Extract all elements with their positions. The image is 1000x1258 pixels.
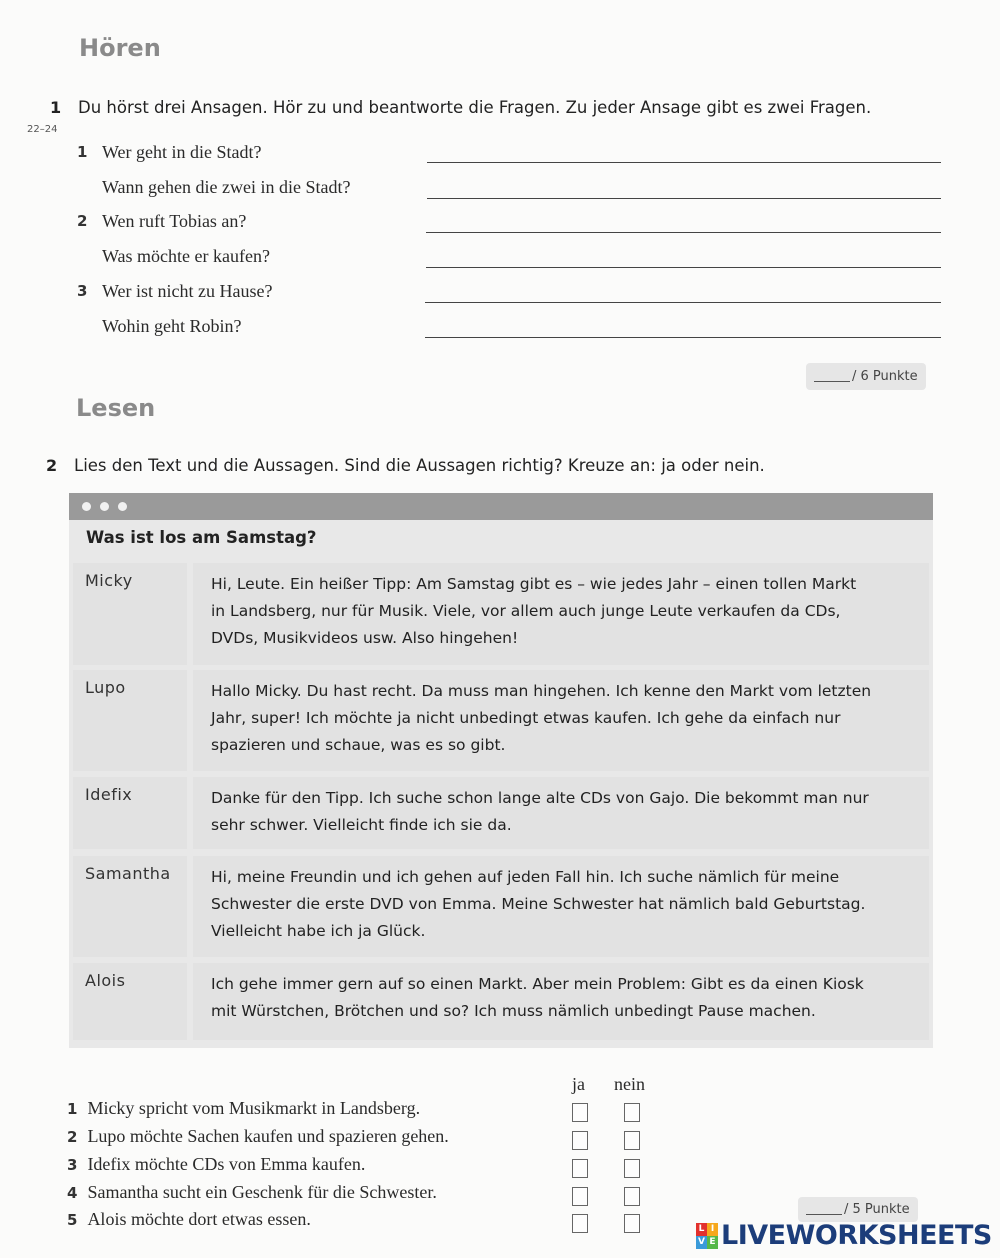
forum-panel xyxy=(69,493,933,1048)
checkbox-ja-3[interactable] xyxy=(572,1159,588,1178)
statement-row xyxy=(67,1154,365,1175)
answer-line[interactable] xyxy=(425,302,941,303)
post-message xyxy=(193,777,929,849)
post-line: mit Würstchen, Brötchen und so? Ich muss nämlich unbedingt Pause machen. xyxy=(211,1002,816,1020)
post-line: in Landsberg, nur für Musik. Viele, vor allem auch junge Leute verkaufen da CDs, xyxy=(211,602,841,620)
checkbox-ja-5[interactable] xyxy=(572,1214,588,1233)
task-1-number: 1 xyxy=(50,98,62,117)
task-2-instruction: Lies den Text und die Aussagen. Sind die Aussagen richtig? Kreuze an: ja oder nein. xyxy=(74,456,765,475)
post-message xyxy=(193,670,929,771)
checkbox-nein-5[interactable] xyxy=(624,1214,640,1233)
window-dot-icon xyxy=(118,502,127,511)
post-author: Idefix xyxy=(73,777,187,849)
answer-line[interactable] xyxy=(426,232,941,233)
post-message xyxy=(193,856,929,957)
liveworksheets-logo-icon xyxy=(696,1223,718,1249)
task-2-number: 2 xyxy=(46,456,58,475)
post-line: Hi, meine Freundin und ich gehen auf jeden Fall hin. Ich suche nämlich für meine xyxy=(211,868,840,886)
post-message xyxy=(193,563,929,665)
answer-line[interactable] xyxy=(427,198,941,199)
statement-number: 2 xyxy=(67,1128,78,1146)
question-group-number: 2 xyxy=(77,212,88,230)
task-1-instruction: Du hörst drei Ansagen. Hör zu und beantworte die Fragen. Zu jeder Ansage gibt es zwei Fragen. xyxy=(78,98,872,117)
post-line: Vielleicht habe ich ja Glück. xyxy=(211,922,426,940)
hoeren-heading: Hören xyxy=(79,34,161,62)
column-nein-label: nein xyxy=(614,1074,645,1094)
question-text: Wer geht in die Stadt? xyxy=(102,142,262,162)
question-text: Was möchte er kaufen? xyxy=(102,246,270,266)
statement-row xyxy=(67,1098,420,1119)
question-group-number: 1 xyxy=(77,143,88,161)
checkbox-nein-1[interactable] xyxy=(624,1103,640,1122)
logo-letter: L xyxy=(696,1223,707,1236)
score-box-lesen xyxy=(798,1197,918,1222)
post-message xyxy=(193,963,929,1040)
statement-number: 5 xyxy=(67,1211,78,1229)
post-author: Lupo xyxy=(73,670,187,771)
statement-text: Micky spricht vom Musikmarkt in Landsberg. xyxy=(87,1098,421,1118)
post-author: Samantha xyxy=(73,856,187,957)
statement-number: 3 xyxy=(67,1156,78,1174)
logo-letter: V xyxy=(696,1236,707,1249)
window-dot-icon xyxy=(100,502,109,511)
score-input[interactable] xyxy=(814,381,850,382)
points-label: / 5 Punkte xyxy=(844,1202,910,1217)
score-input[interactable] xyxy=(806,1214,842,1215)
post-line: sehr schwer. Vielleicht finde ich sie da. xyxy=(211,816,512,834)
statement-row xyxy=(67,1182,437,1203)
question-text: Wohin geht Robin? xyxy=(102,316,242,336)
statement-text: Samantha sucht ein Geschenk für die Schwester. xyxy=(87,1182,437,1202)
post-line: Danke für den Tipp. Ich suche schon lange alte CDs von Gajo. Die bekommt man nur xyxy=(211,789,869,807)
statement-text: Idefix möchte CDs von Emma kaufen. xyxy=(87,1154,366,1174)
lesen-heading: Lesen xyxy=(76,394,156,422)
statement-text: Lupo möchte Sachen kaufen und spazieren gehen. xyxy=(87,1126,449,1146)
post-line: spazieren und schaue, was es so gibt. xyxy=(211,736,506,754)
statement-text: Alois möchte dort etwas essen. xyxy=(87,1209,311,1229)
post-line: Hallo Micky. Du hast recht. Da muss man hingehen. Ich kenne den Markt vom letzten xyxy=(211,682,872,700)
question-text: Wann gehen die zwei in die Stadt? xyxy=(102,177,351,197)
post-line: DVDs, Musikvideos usw. Also hingehen! xyxy=(211,629,519,647)
score-box-hoeren xyxy=(806,363,926,390)
question-text: Wen ruft Tobias an? xyxy=(102,211,247,231)
checkbox-ja-4[interactable] xyxy=(572,1187,588,1206)
points-label: / 6 Punkte xyxy=(852,369,918,384)
question-group-number: 3 xyxy=(77,282,88,300)
checkbox-ja-2[interactable] xyxy=(572,1131,588,1150)
statement-number: 4 xyxy=(67,1184,78,1202)
column-ja-label: ja xyxy=(572,1074,585,1094)
post-author: Micky xyxy=(73,563,187,665)
statement-row xyxy=(67,1209,311,1230)
audio-track-label: 22–24 xyxy=(27,124,58,135)
liveworksheets-logo-text: LIVEWORKSHEETS xyxy=(721,1220,992,1251)
statement-row xyxy=(67,1126,449,1147)
forum-title: Was ist los am Samstag? xyxy=(86,528,317,547)
post-line: Jahr, super! Ich möchte ja nicht unbedingt etwas kaufen. Ich gehe da einfach nur xyxy=(211,709,841,727)
post-author: Alois xyxy=(73,963,187,1040)
forum-window-bar xyxy=(69,493,933,520)
checkbox-nein-4[interactable] xyxy=(624,1187,640,1206)
window-dot-icon xyxy=(82,502,91,511)
post-line: Schwester die erste DVD von Emma. Meine Schwester hat nämlich bald Geburtstag. xyxy=(211,895,866,913)
answer-line[interactable] xyxy=(425,337,941,338)
statement-number: 1 xyxy=(67,1100,78,1118)
answer-line[interactable] xyxy=(426,267,941,268)
checkbox-nein-2[interactable] xyxy=(624,1131,640,1150)
question-text: Wer ist nicht zu Hause? xyxy=(102,281,273,301)
checkbox-nein-3[interactable] xyxy=(624,1159,640,1178)
answer-line[interactable] xyxy=(427,162,941,163)
post-line: Ich gehe immer gern auf so einen Markt. Aber mein Problem: Gibt es da einen Kiosk xyxy=(211,975,864,993)
post-line: Hi, Leute. Ein heißer Tipp: Am Samstag gibt es – wie jedes Jahr – einen tollen Markt xyxy=(211,575,857,593)
liveworksheets-logo xyxy=(696,1220,992,1251)
logo-letter: E xyxy=(707,1236,718,1249)
logo-letter: I xyxy=(707,1223,718,1236)
checkbox-ja-1[interactable] xyxy=(572,1103,588,1122)
